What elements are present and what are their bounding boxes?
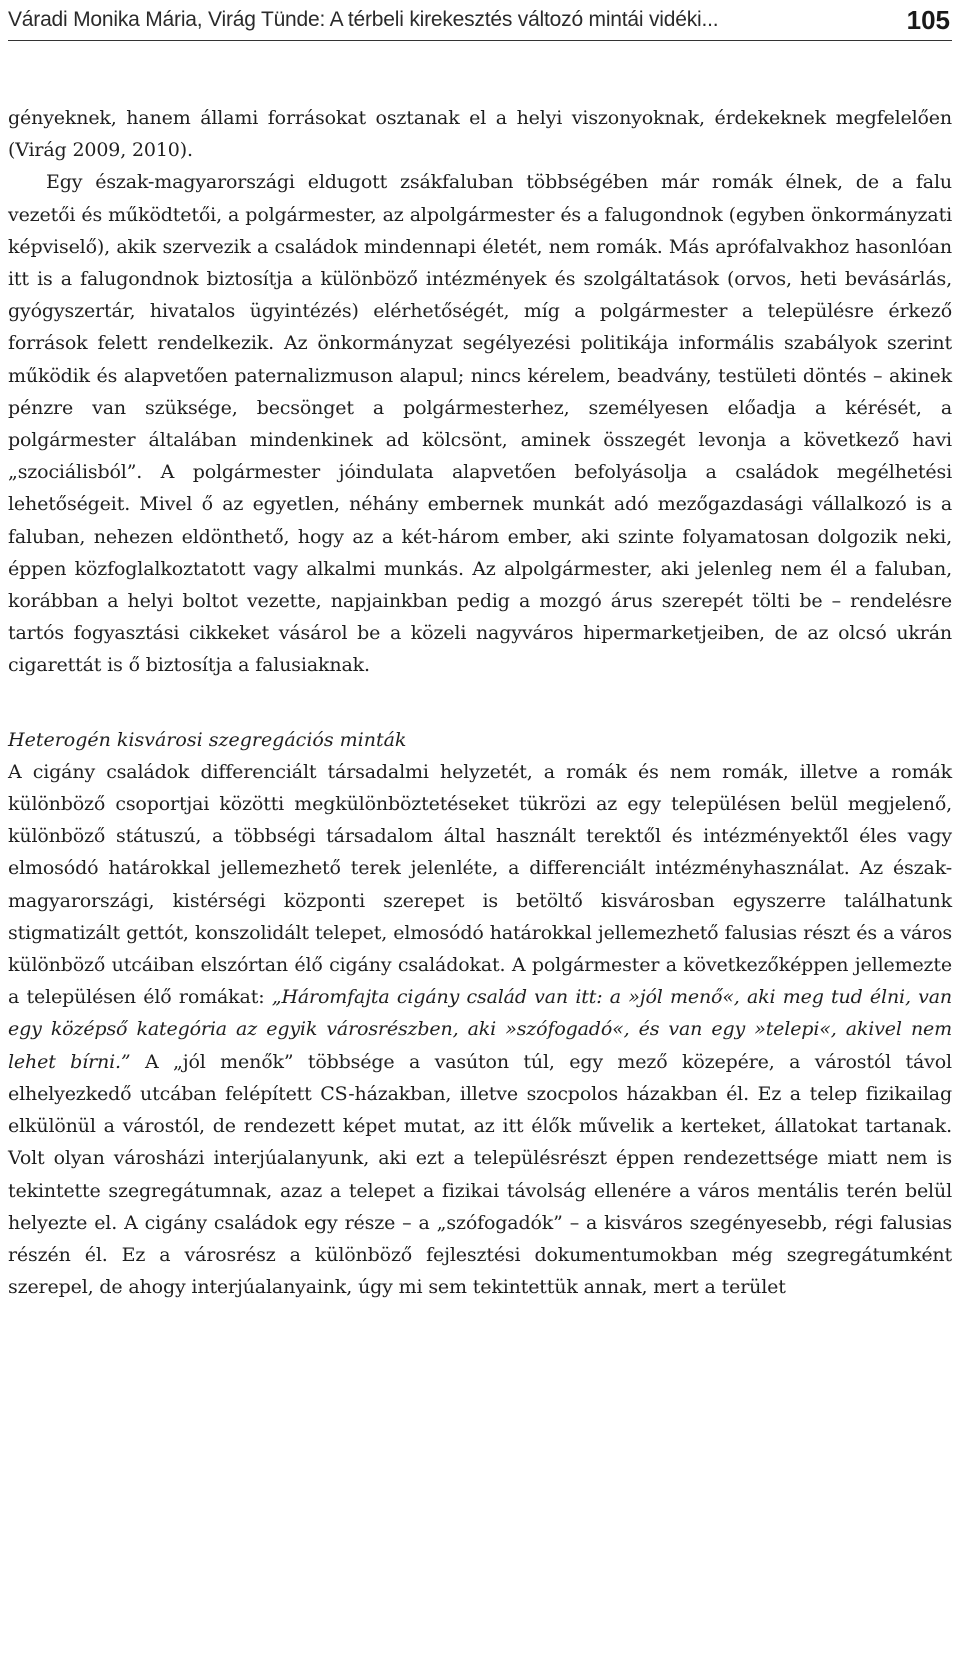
running-head-title: Váradi Monika Mária, Virág Tünde: A térbeli kirekesztés változó mintái vidéki... [8,8,719,31]
section-subheading: Heterogén kisvárosi szegregációs minták [8,728,407,751]
paragraph-continued: gényeknek, hanem állami forrásokat osztanak el a helyi viszonyoknak, érdekeknek megfelelően (Virág 2009, 2010). [8,107,952,162]
page-body [8,102,952,1303]
paragraph-text: A cigány családok differenciált társadalmi helyzetét, a romák és nem romák, illetve a romák különböző csoportjai közötti megkülönböztetéseket tükrözi az egy településen belül megjelenő, különböző státuszú, a többségi társadalom által használt terektől és intézményektől éles vagy elmosódó határokkal jellemezhető terek jelenléte, a differenciált intézményhasználat. Az észak-magyarországi, kistérségi központi szerepet is betöltő kisvárosban egyszerre találhatunk stigmatizált gettót, konszolidált telepet, elmosódó határokkal jellemezhető falusias részt és a város különböző utcáiban elszórtan élő cigány családokat. A polgármester a következőképpen jellemezte a településen élő romákat: [8,760,952,1009]
running-header [8,0,952,41]
paragraph-village-case: Egy észak-magyarországi eldugott zsákfaluban többségében már romák élnek, de a falu vezetői és működtetői, a polgármester, az alpolgármester és a falugondnok (egyben önkormányzati képviselő), akik szervezik a családok mindennapi életét, nem romák. Más aprófalvakhoz hasonlóan itt is a falugondnok biztosítja a különböző intézmények és szolgáltatások (orvos, heti bevásárlás, gyógyszertár, hivatalos ügyintézés) elérhetőségét, míg a polgármester a településre érkező források felett rendelkezik. Az önkormányzat segélyezési politikája informális szabályok szerint működik és alapvetően paternalizmuson alapul; nincs kérelem, beadvány, testületi döntés – akinek pénzre van szüksége, becsönget a polgármesterhez, személyesen előadja a kérését, a polgármester általában mindenkinek ad kölcsönt, aminek összegét levonja a következő havi „szociálisból”. A polgármester jóindulata alapvetően befolyásolja a családok megélhetési lehetőségeit. Mivel ő az egyetlen, néhány embernek munkát adó mezőgazdasági vállalkozó is a faluban, nehezen eldönthető, hogy az a két-három ember, aki szinte folyamatosan dolgozik neki, éppen közfoglalkoztatott vagy alkalmi munkás. Az alpolgármester, aki jelenleg nem él a faluban, korábban a helyi boltot vezette, napjainkban pedig a mozgó árus szerepét tölti be – rendelésre tartós fogyasztási cikkeket vásárol be a közeli nagyváros hipermarketjeiben, de az olcsó ukrán cigarettát is ő biztosítja a falusiaknak. [8,171,952,677]
paragraph-town-case [8,756,952,1303]
page-number: 105 [906,4,950,35]
mayor-quote: „Háromfajta cigány család van itt: a »jól menő«, aki meg tud élni, van egy középső kategória az egyik városrészben, aki »szófogadó«, és van egy »telepi«, akivel nem lehet bírni.” [8,986,952,1073]
paragraph-text-continued: A „jól menők” többsége a vasúton túl, egy mező közepére, a várostól távol elhelyezkedő utcában felépített CS-házakban, illetve szocpolos házakban él. Ez a telep fizikailag elkülönül a várostól, de rendezett képet mutat, az itt élők művelik a kerteket, állatokat tartanak. Volt olyan városházi interjúalanyunk, aki ezt a településrészt éppen rendezettsége miatt nem is tekintette szegregátumnak, azaz a telepet a fizikai távolság ellenére a város mentális terén belül helyezte el. A cigány családok egy része – a „szófogadók” – a kisváros szegényesebb, régi falusias részén él. Ez a városrész a különböző fejlesztési dokumentumokban még szegregátumként szerepel, de ahogy interjúalanyaink, úgy mi sem tekintettük annak, mert a terület [8,1050,952,1299]
